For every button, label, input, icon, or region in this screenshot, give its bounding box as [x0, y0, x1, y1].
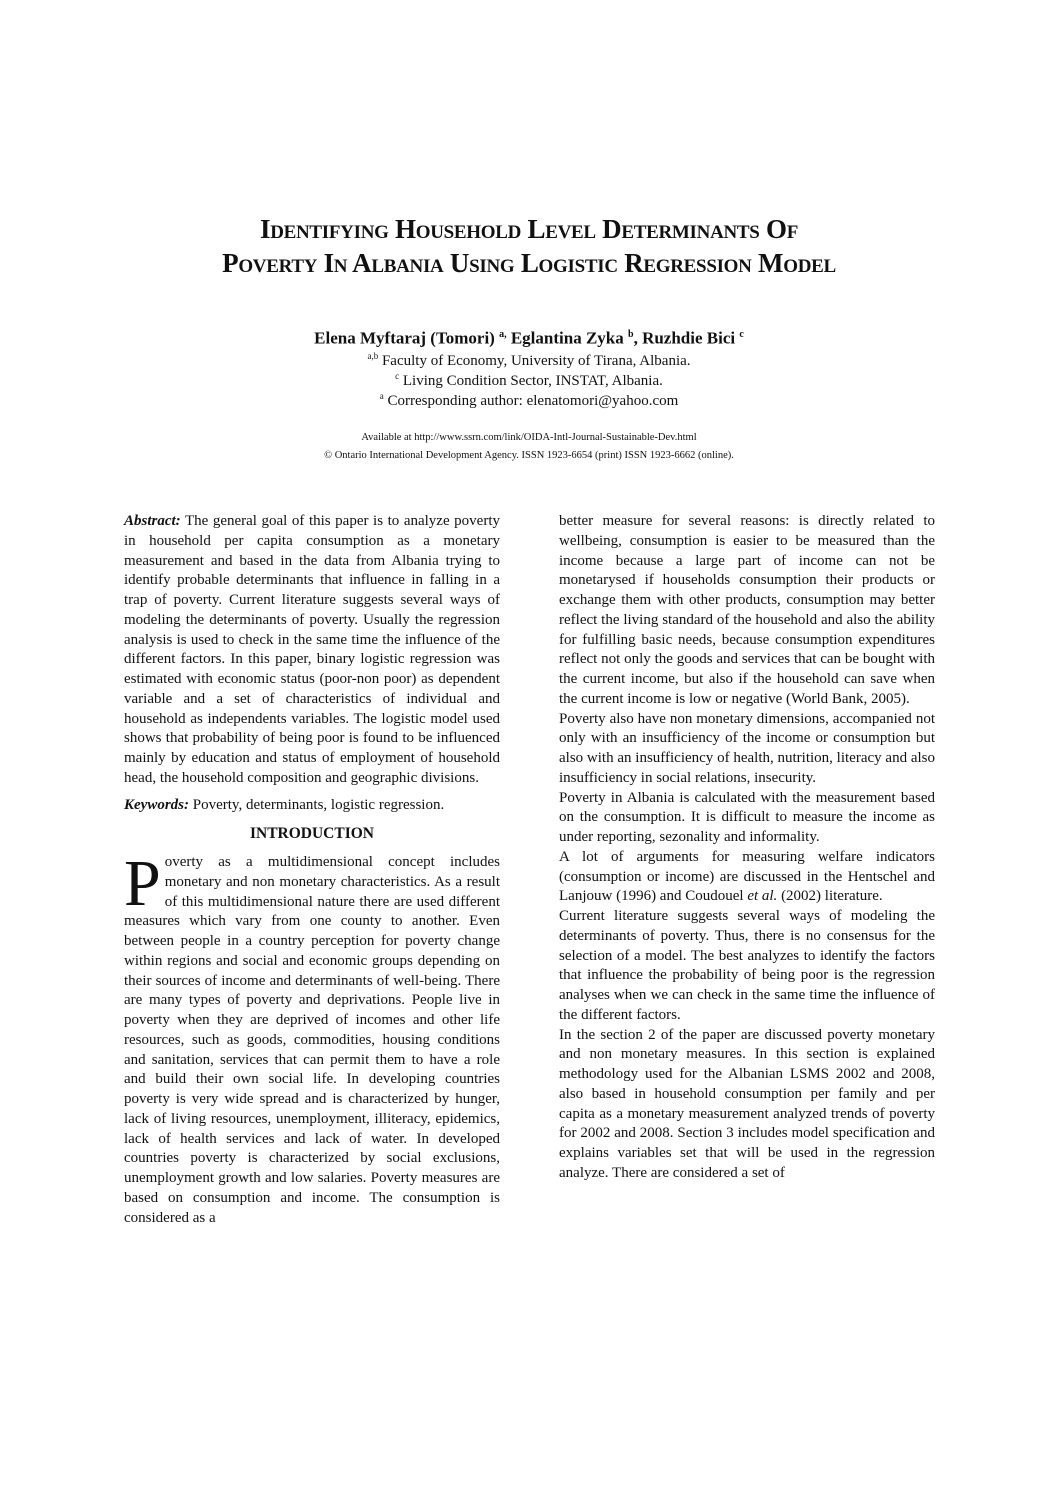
affiliation-text: Living Condition Sector, INSTAT, Albania.	[402, 373, 663, 389]
section-heading-introduction: INTRODUCTION	[249, 825, 374, 843]
paragraph-text: overty as a multidimensional concept includes monetary and non monetary characteristics. As a result of this multidimensional nature there are used different measures which vary from one county to another. Even between people in a country perception for poverty change within regions and social and economic groups depending on their sources of income and determinants of well-being. There are many types of poverty and deprivations. People live in poverty when they are deprived of incomes and other life resources, such as goods, commodities, housing conditions and sanitation, services that can permit them to have a role and build their own social life. In developing countries poverty is very wide spread and is characterized by hunger, lack of living resources, unemployment, illiteracy, epidemics, lack of health services and lack of water. In developed countries poverty is characterized by social exclusions, unemployment growth and low salaries. Poverty measures are based on consumption and income. The consumption is considered as a	[124, 854, 500, 1226]
abstract	[124, 512, 500, 789]
citation-et-al: et al.	[747, 888, 778, 905]
author-affiliation-mark: c	[739, 329, 744, 340]
author-name: Ruzhdie Bici	[642, 328, 736, 348]
affiliation-text: Faculty of Economy, University of Tirana, Albania.	[381, 353, 691, 369]
author-name: Eglantina Zyka	[510, 328, 624, 348]
paragraph-text: (2002) literature.	[777, 888, 883, 905]
affiliation-mark: c	[395, 371, 400, 381]
author-name: Elena Myftaraj (Tomori)	[314, 328, 495, 348]
intro-paragraph-3: Poverty in Albania is calculated with the measurement based on the consumption. It is difficult to measure the income as under reporting, sezonality and informality.	[559, 789, 935, 845]
keywords	[124, 796, 500, 816]
intro-paragraph-1-continued: better measure for several reasons: is directly related to wellbeing, consumption is easier to be measured than the income because a large part of income can not be monetarysed if households consumption their products or exchange them with other products, consumption may better reflect the living standard of the household and also the ability for fulfilling basic needs, because consumption expenditures reflect not only the goods and services that can be bought with the current income, but also if the household can save when the current income is low or negative (World Bank, 2005).	[559, 513, 935, 707]
affiliation-mark: a,b	[367, 351, 379, 361]
title-line-1: Identifying Household Level Determinants Of	[259, 214, 799, 244]
abstract-label: Abstract:	[124, 513, 181, 529]
drop-cap: P	[124, 847, 161, 920]
copyright-issn: © Ontario International Development Agency. ISSN 1923-6654 (print) ISSN 1923-6662 (online).	[324, 450, 734, 461]
intro-paragraph-5: Current literature suggests several ways of modeling the determinants of poverty. Thus, there is no consensus for the selection of a model. The best analyzes to identify the factors that influence the probability of being poor is the regression analyses when we can check in the same time the influence of the different factors.	[559, 908, 935, 1023]
intro-paragraph-2: Poverty also have non monetary dimensions, accompanied not only with an insufficiency of the income or consumption but also with an insufficiency of health, nutrition, literacy and also insufficiency in social relations, insecurity.	[559, 710, 935, 786]
abstract-text: The general goal of this paper is to analyze poverty in household per capita consumption as a monetary measurement and based in the data from Albania trying to identify probable determinants that influence in falling in a trap of poverty. Current literature suggests several ways of modeling the determinants of poverty. Usually the regression analysis is used to check in the same time the influence of the different factors. In this paper, binary logistic regression was estimated with economic status (poor-non poor) as dependent variable and a set of characteristics of individual and household as independents variables. The logistic model used shows that probability of being poor is found to be influenced mainly by education and status of employment of household head, the household composition and geographic divisions.	[124, 513, 500, 786]
intro-paragraph-4	[559, 848, 935, 907]
paper-title	[0, 212, 1058, 280]
affiliation-mark: a	[379, 391, 384, 401]
author-affiliation-mark: a,	[499, 329, 507, 340]
left-column	[124, 512, 500, 1228]
author-affiliation-mark: b	[628, 329, 634, 340]
author-separator: ,	[633, 328, 643, 348]
keywords-text: Poverty, determinants, logistic regression.	[189, 796, 445, 813]
availability-url: Available at http://www.ssrn.com/link/OIDA-Intl-Journal-Sustainable-Dev.html	[361, 432, 697, 443]
right-column	[559, 512, 935, 1184]
keywords-label: Keywords:	[124, 796, 189, 813]
intro-paragraph-1	[124, 847, 500, 1228]
corresponding-author-text: Corresponding author: elenatomori@yahoo.com	[387, 393, 679, 409]
intro-paragraph-6: In the section 2 of the paper are discussed poverty monetary and non monetary measures. In this section is explained methodology used for the Albanian LSMS 2002 and 2008, also based in household consumption per family and per capita as a monetary measurement analyzed trends of poverty for 2002 and 2008. Section 3 includes model specification and explains variables set that will be used in the regression analyze. There are considered a set of	[559, 1026, 935, 1181]
corresponding-author-line	[0, 386, 1058, 411]
paragraph-text: A lot of arguments for measuring welfare indicators (consumption or income) are discussed in the Hentschel and Lanjouw (1996) and Coudouel	[559, 848, 935, 905]
title-line-2: Poverty In Albania Using Logistic Regression Model	[222, 248, 836, 278]
